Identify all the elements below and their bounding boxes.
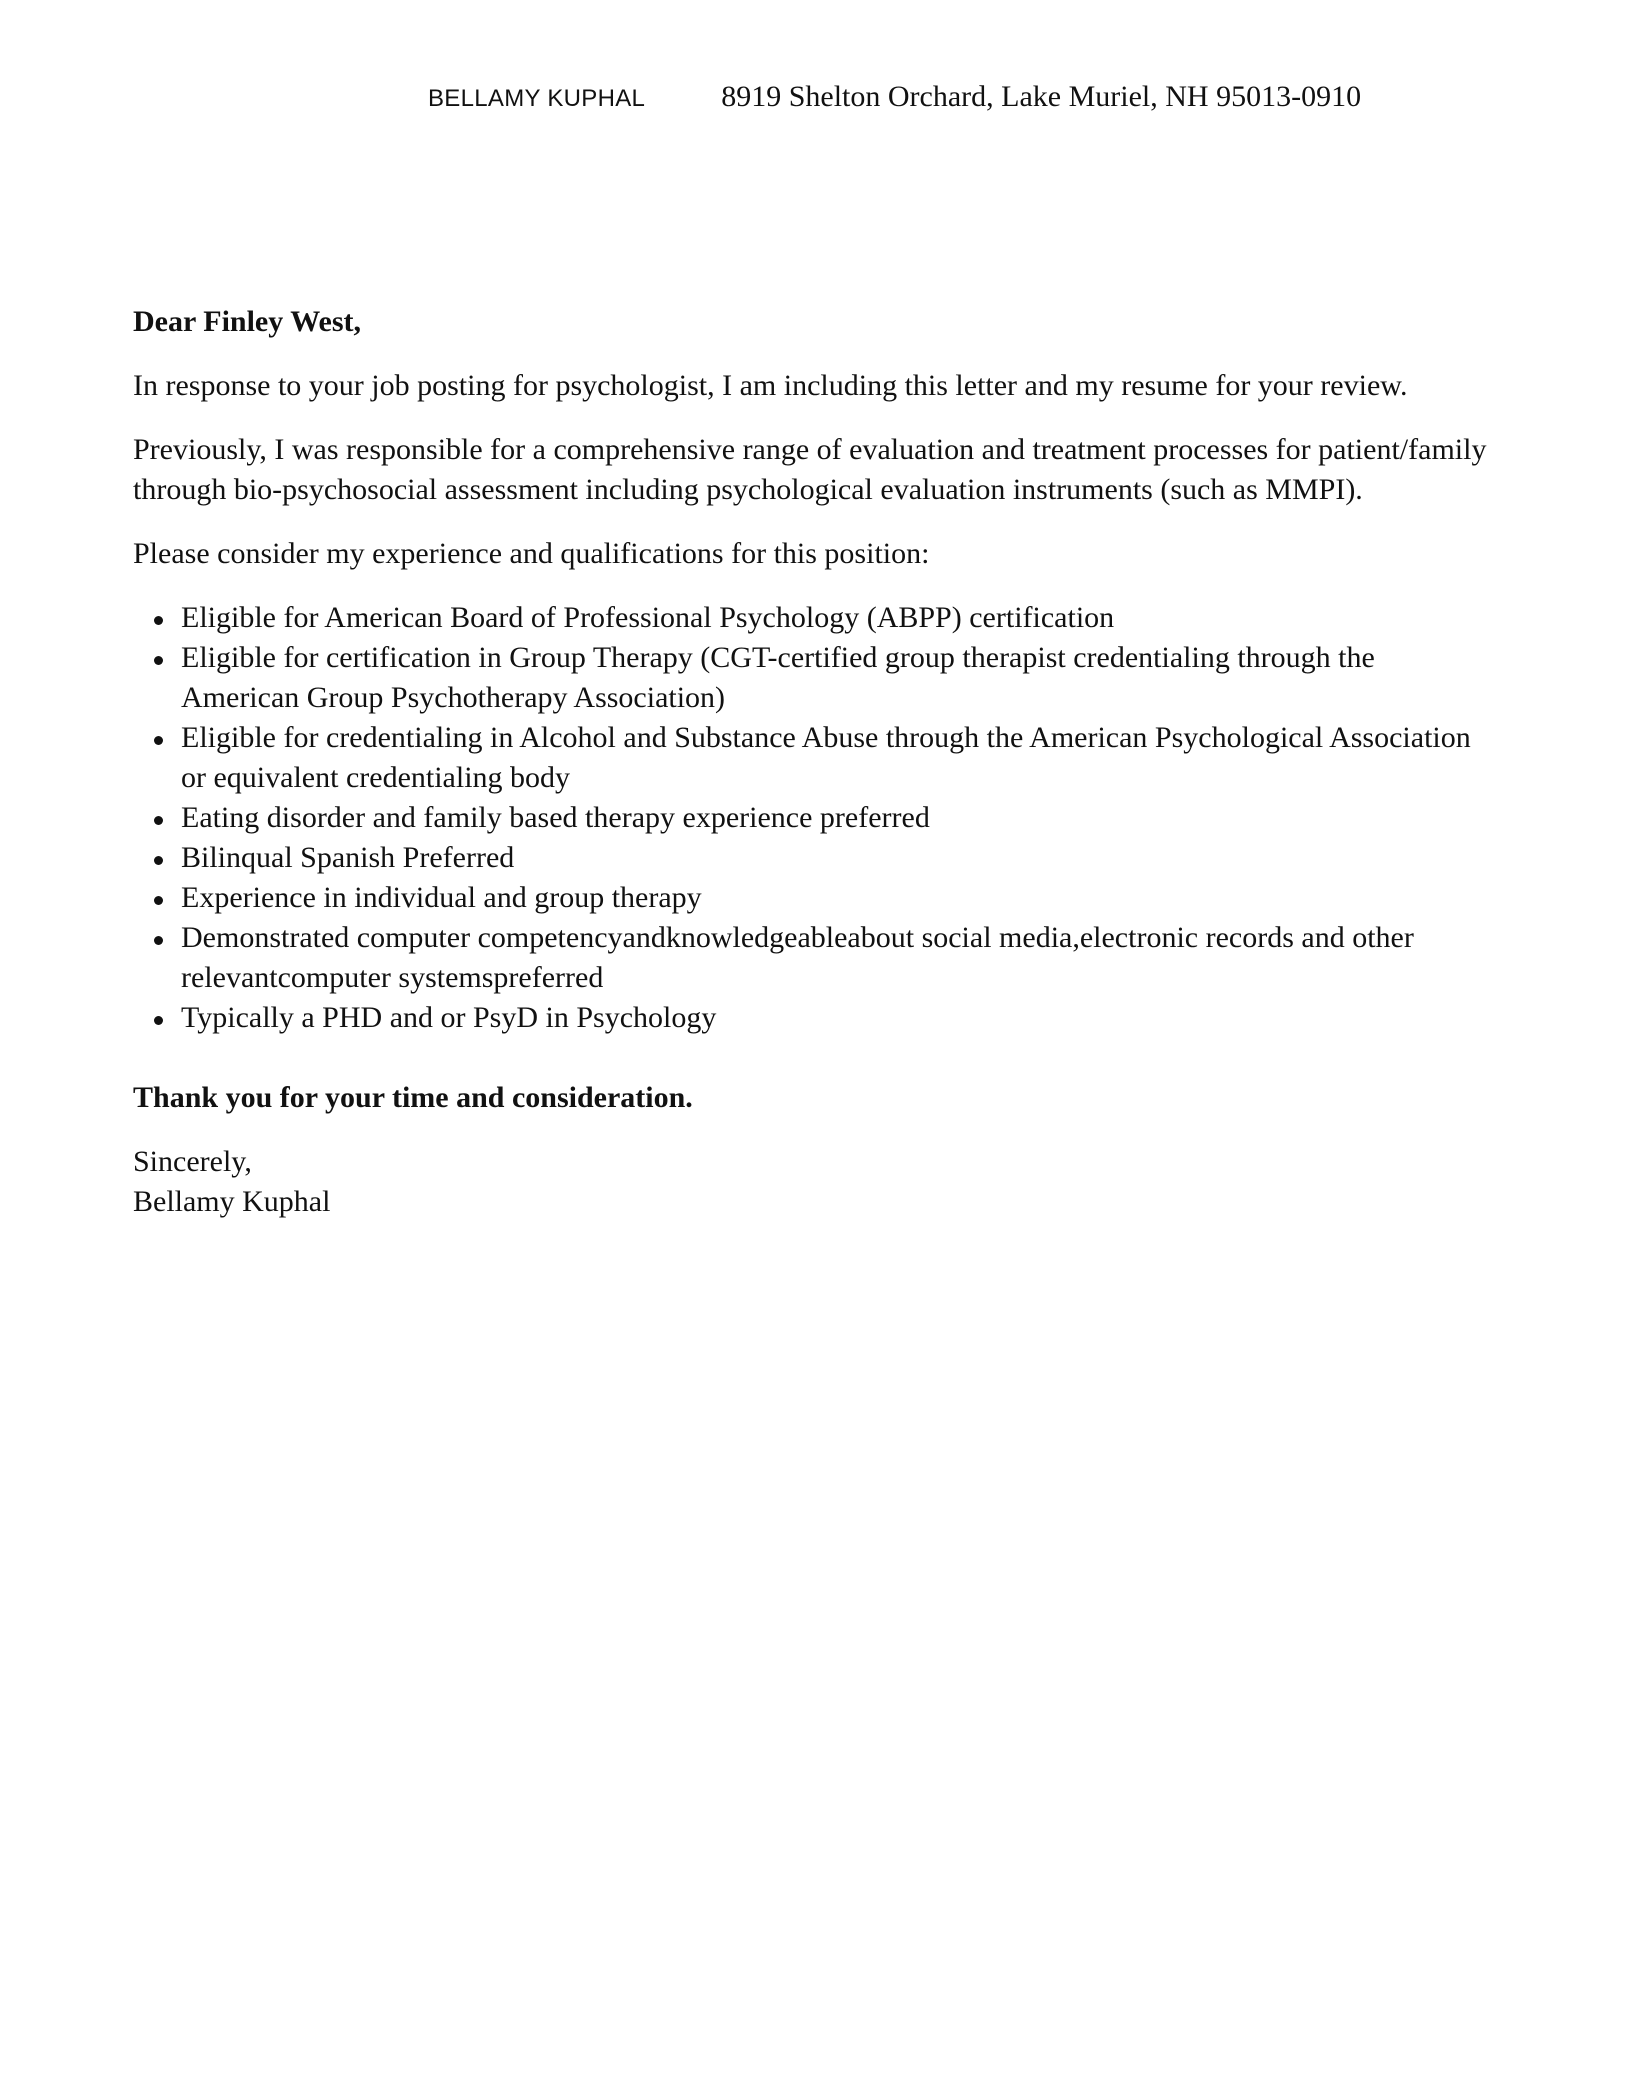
experience-paragraph: Previously, I was responsible for a comprehensive range of evaluation and treatment processes for patient/family through bio-psychosocial assessment including psychological evaluation instruments (such as MMPI).: [133, 433, 1487, 506]
sender-address: 8919 Shelton Orchard, Lake Muriel, NH 95013-0910: [721, 80, 1362, 113]
list-item: Typically a PHD and or PsyD in Psychology: [181, 998, 1493, 1038]
list-item: Eligible for credentialing in Alcohol and Substance Abuse through the American Psychological Association or equivalent credentialing body: [181, 718, 1493, 798]
letter-header: [428, 80, 1361, 124]
thanks-line: Thank you for your time and consideration.: [133, 1081, 693, 1114]
list-item: Eating disorder and family based therapy experience preferred: [181, 798, 1493, 838]
list-item: Demonstrated computer competencyandknowledgeableabout social media,electronic records and other relevantcomputer systemspreferred: [181, 918, 1493, 998]
closing: Sincerely,: [133, 1145, 252, 1178]
list-item: Experience in individual and group therapy: [181, 878, 1493, 918]
qualifications-list: [133, 598, 1493, 1038]
letter-body: [133, 302, 1493, 1222]
signature: Bellamy Kuphal: [133, 1185, 331, 1218]
list-item: Eligible for American Board of Professional Psychology (ABPP) certification: [181, 598, 1493, 638]
salutation: Dear Finley West,: [133, 305, 362, 338]
sender-name: BELLAMY KUPHAL: [428, 85, 646, 112]
qualifications-intro: Please consider my experience and qualifications for this position:: [133, 537, 930, 570]
list-item: Eligible for certification in Group Therapy (CGT-certified group therapist credentialing through the American Group Psychotherapy Association): [181, 638, 1493, 718]
intro-paragraph: In response to your job posting for psychologist, I am including this letter and my resume for your review.: [133, 369, 1408, 402]
list-item: Bilinqual Spanish Preferred: [181, 838, 1493, 878]
